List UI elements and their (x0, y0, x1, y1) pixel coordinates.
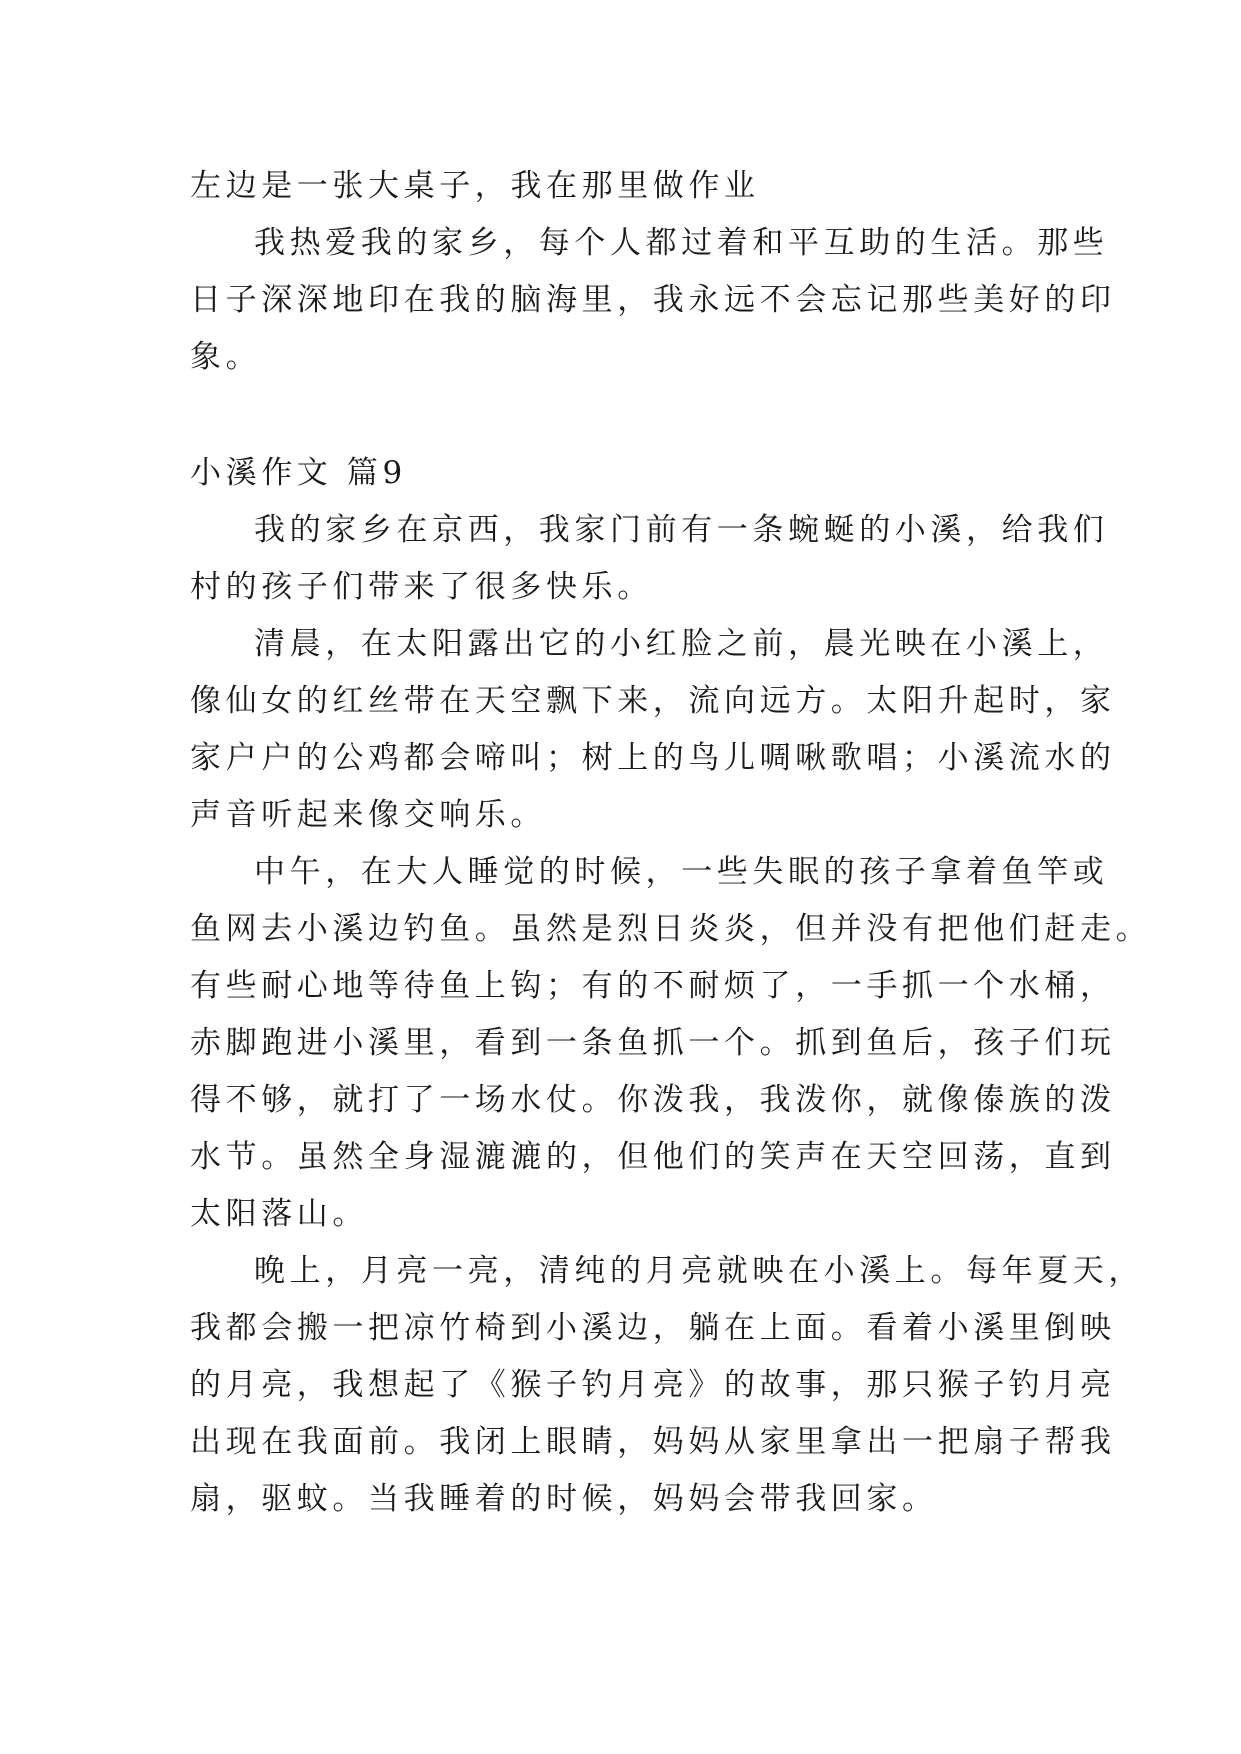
text-line: 家户户的公鸡都会啼叫；树上的鸟儿啁啾歌唱；小溪流水的 (190, 740, 1116, 776)
text-line: 扇，驱蚊。当我睡着的时候，妈妈会带我回家。 (190, 1481, 938, 1517)
text-line: 象。 (190, 339, 262, 375)
text-line: 像仙女的红丝带在天空飘下来，流向远方。太阳升起时，家 (190, 683, 1116, 719)
paragraph-first-line: 我热爱我的家乡，每个人都过着和平互助的生活。那些 (254, 225, 1109, 261)
paragraph-first-line: 我的家乡在京西，我家门前有一条蜿蜒的小溪，给我们 (254, 512, 1109, 548)
text-line: 有些耐心地等待鱼上钩；有的不耐烦了，一手抓一个水桶， (190, 968, 1116, 1004)
text-line: 出现在我面前。我闭上眼睛，妈妈从家里拿出一把扇子帮我 (190, 1424, 1116, 1460)
text-line: 的月亮，我想起了《猴子钓月亮》的故事，那只猴子钓月亮 (190, 1367, 1116, 1403)
text-line: 左边是一张大桌子，我在那里做作业 (190, 168, 760, 204)
paragraph-first-line: 清晨，在太阳露出它的小红脸之前，晨光映在小溪上， (254, 626, 1109, 662)
text-line: 我都会搬一把凉竹椅到小溪边，躺在上面。看着小溪里倒映 (190, 1310, 1116, 1346)
paragraph-first-line: 中午，在大人睡觉的时候，一些失眠的孩子拿着鱼竿或 (254, 854, 1109, 890)
section-heading: 小溪作文 篇9 (190, 455, 407, 491)
paragraph-first-line: 晚上，月亮一亮，清纯的月亮就映在小溪上。每年夏天， (254, 1253, 1144, 1289)
text-line: 日子深深地印在我的脑海里，我永远不会忘记那些美好的印 (190, 282, 1116, 318)
text-line: 得不够，就打了一场水仗。你泼我，我泼你，就像傣族的泼 (190, 1082, 1116, 1118)
text-line: 村的孩子们带来了很多快乐。 (190, 569, 653, 605)
text-line: 太阳落山。 (190, 1196, 368, 1232)
text-line: 声音听起来像交响乐。 (190, 797, 546, 833)
text-line: 鱼网去小溪边钓鱼。虽然是烈日炎炎，但并没有把他们赶走。 (190, 911, 1152, 947)
text-line: 赤脚跑进小溪里，看到一条鱼抓一个。抓到鱼后，孩子们玩 (190, 1025, 1116, 1061)
text-line: 水节。虽然全身湿漉漉的，但他们的笑声在天空回荡，直到 (190, 1139, 1116, 1175)
